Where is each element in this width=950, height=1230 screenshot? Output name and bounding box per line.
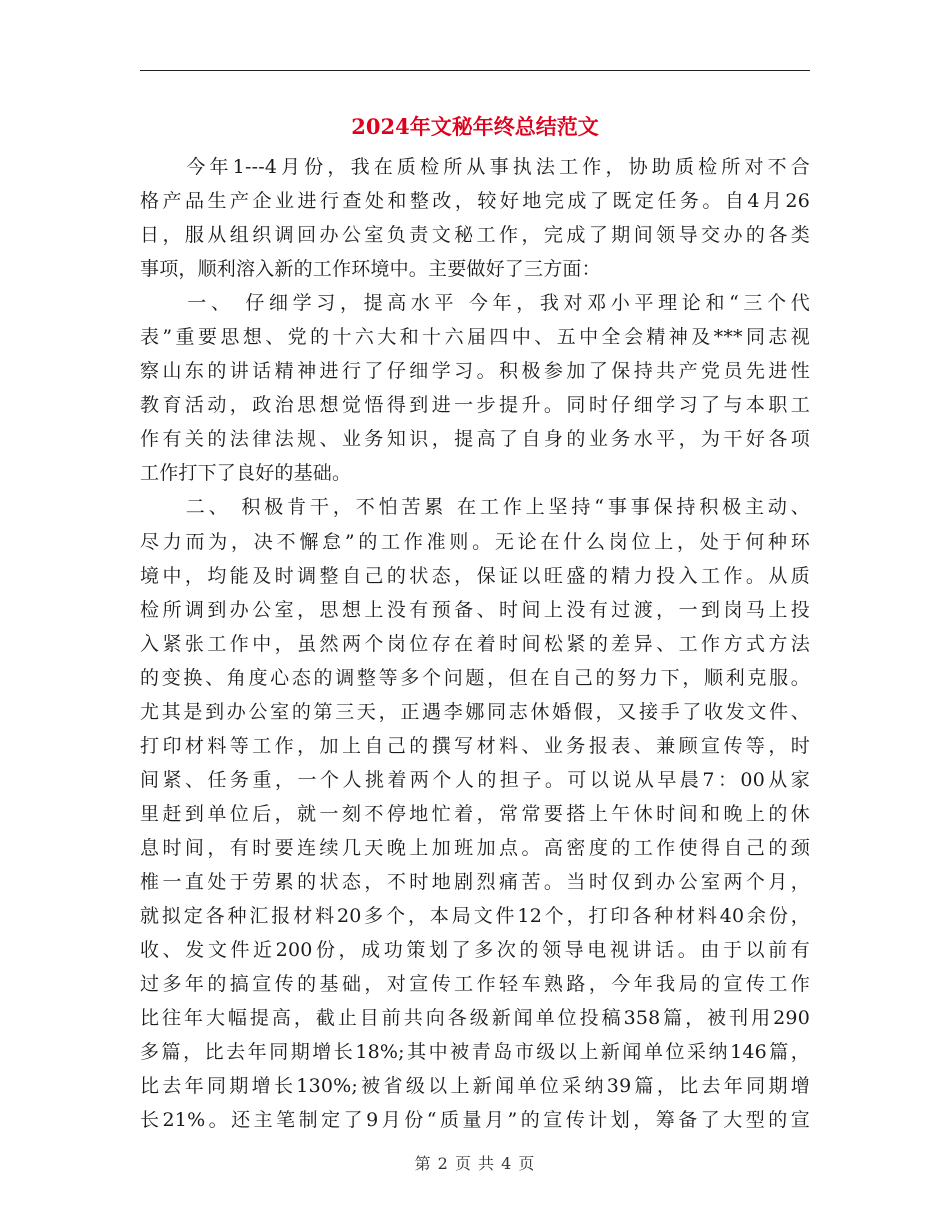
body-text-line: 作有关的法律法规、业务知识，提高了自身的业务水平，为干好各项 [140,428,810,451]
body-text-line: 比往年大幅提高，截止目前共向各级新闻单位投稿358篇，被刊用290 [140,1007,810,1030]
body-text-line: 察山东的讲话精神进行了仔细学习。积极参加了保持共产党员先进性 [140,360,810,383]
header-rule [140,70,810,71]
body-text-line: 尽力而为，决不懈怠”的工作准则。无论在什么岗位上，处于何种环 [140,530,810,553]
body-text-line: 间紧、任务重，一个人挑着两个人的担子。可以说从早晨7：00从家 [140,768,810,791]
body-text-line: 多篇，比去年同期增长18%;其中被青岛市级以上新闻单位采纳146篇， [140,1041,810,1064]
body-text-line: 二、 积极肯干，不怕苦累 在工作上坚持“事事保持积极主动、 [140,496,810,519]
body-text-line: 一、 仔细学习，提高水平 今年，我对邓小平理论和“三个代 [140,292,810,315]
document-body [140,150,810,1137]
body-text-line: 的变换、角度心态的调整等多个问题，但在自己的努力下，顺利克服。 [140,666,810,689]
body-text-line: 过多年的搞宣传的基础，对宣传工作轻车熟路，今年我局的宣传工作 [140,973,810,996]
body-text-line: 格产品生产企业进行查处和整改，较好地完成了既定任务。自4月26 [140,190,810,213]
body-text-line: 椎一直处于劳累的状态，不时地剧烈痛苦。当时仅到办公室两个月， [140,870,810,893]
body-text-line: 境中，均能及时调整自己的状态，保证以旺盛的精力投入工作。从质 [140,564,810,587]
body-text-line: 打印材料等工作，加上自己的撰写材料、业务报表、兼顾宣传等，时 [140,734,810,757]
body-text-line: 尤其是到办公室的第三天，正遇李娜同志休婚假，又接手了收发文件、 [140,700,810,723]
body-text-line: 工作打下了良好的基础。 [140,462,352,485]
body-text-line: 就拟定各种汇报材料20多个，本局文件12个，打印各种材料40余份， [140,905,810,928]
body-text-line: 检所调到办公室，思想上没有预备、时间上没有过渡，一到岗马上投 [140,598,810,621]
body-text-line: 里赶到单位后，就一刻不停地忙着，常常要搭上午休时间和晚上的休 [140,802,810,825]
body-text-line: 日，服从组织调回办公室负责文秘工作，完成了期间领导交办的各类 [140,224,810,247]
body-text-line: 今年1---4月份，我在质检所从事执法工作，协助质检所对不合 [140,156,810,178]
document-title: 2024年文秘年终总结范文 [351,114,599,139]
body-text-line: 收、发文件近200份，成功策划了多次的领导电视讲话。由于以前有 [140,939,810,962]
page-number-footer: 第 2 页 共 4 页 [414,1154,536,1173]
body-text-line: 息时间，有时要连续几天晚上加班加点。高密度的工作使得自己的颈 [140,836,810,859]
body-text-line: 入紧张工作中，虽然两个岗位存在着时间松紧的差异、工作方式方法 [140,632,810,655]
body-text-line: 表”重要思想、党的十六大和十六届四中、五中全会精神及***同志视 [140,326,810,349]
body-text-line: 长21%。还主笔制定了9月份“质量月”的宣传计划，筹备了大型的宣 [140,1109,810,1132]
body-text-line: 教育活动，政治思想觉悟得到进一步提升。同时仔细学习了与本职工 [140,394,810,417]
body-text-line: 比去年同期增长130%;被省级以上新闻单位采纳39篇，比去年同期增 [140,1075,810,1098]
body-text-line: 事项，顺利溶入新的工作环境中。主要做好了三方面： [140,258,601,281]
